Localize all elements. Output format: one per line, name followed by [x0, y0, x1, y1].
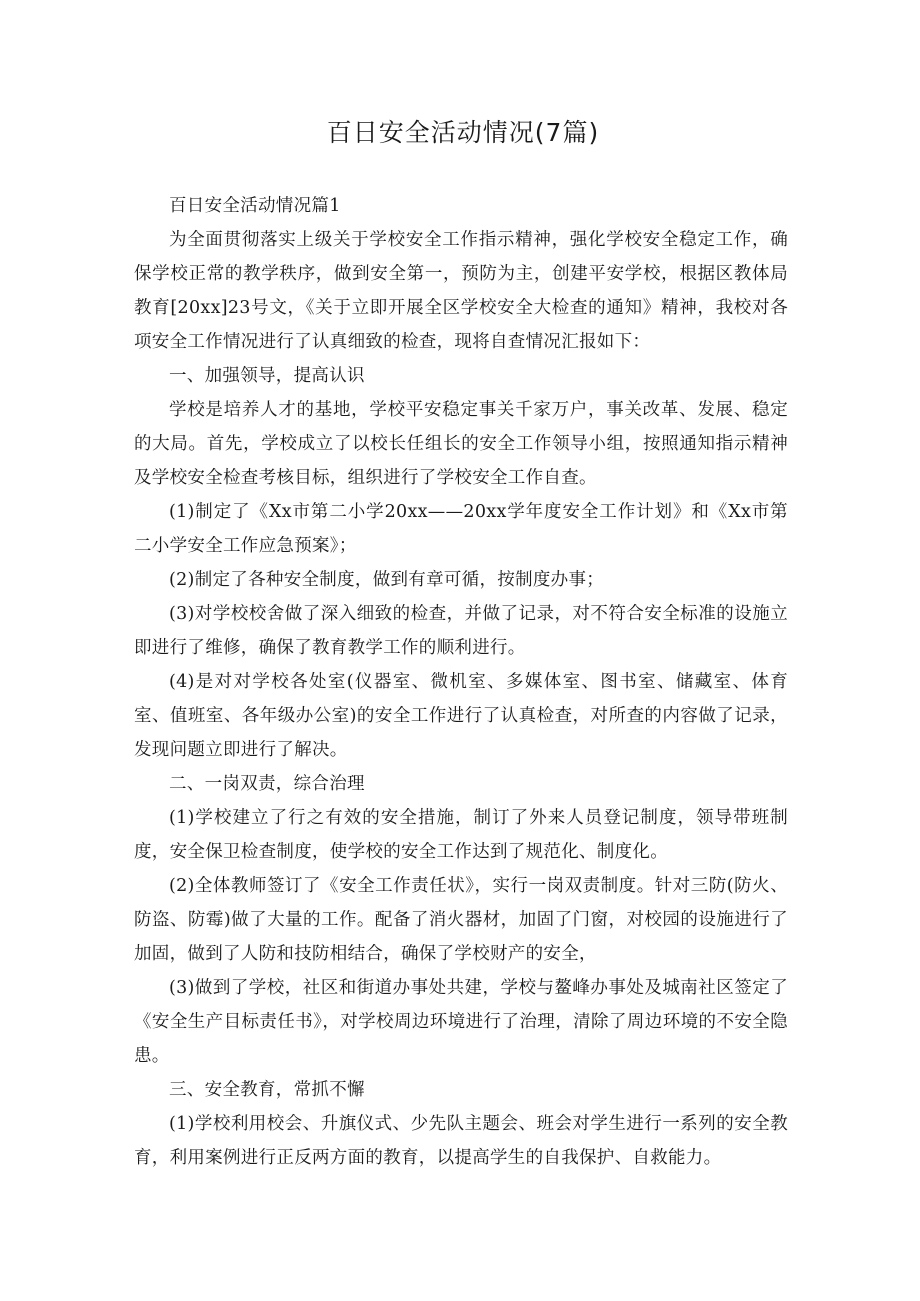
document-body — [134, 223, 788, 1175]
body-paragraph: (4)是对对学校各处室(仪器室、微机室、多媒体室、图书室、储藏室、体育室、值班室、各年级办公室)的安全工作进行了认真检查，对所查的内容做了记录，发现问题立即进行了解决。 — [134, 672, 788, 760]
section-heading: 三、安全教育，常抓不懈 — [169, 1080, 365, 1100]
body-paragraph: (3)对学校校舍做了深入细致的检查，并做了记录，对不符合安全标准的设施立即进行了维修，确保了教育教学工作的顺利进行。 — [134, 604, 788, 658]
body-paragraph: (3)做到了学校，社区和街道办事处共建，学校与鳌峰办事处及城南社区签定了《安全生产目标责任书》，对学校周边环境进行了治理，清除了周边环境的不安全隐患。 — [134, 978, 788, 1066]
document-title: 百日安全活动情况(7篇) — [326, 118, 600, 147]
section-title: 百日安全活动情况篇1 — [169, 196, 341, 216]
body-paragraph: (2)制定了各种安全制度，做到有章可循，按制度办事； — [169, 570, 605, 590]
body-paragraph: 为全面贯彻落实上级关于学校安全工作指示精神，强化学校安全稳定工作，确保学校正常的教学秩序，做到安全第一，预防为主，创建平安学校，根据区教体局教育[20xx]23号文，《关于立即开展全区学校安全大检查的通知》精神，我校对各项安全工作情况进行了认真细致的检查，现将自查情况汇报如下： — [134, 230, 788, 352]
section-heading: 二、一岗双责，综合治理 — [169, 774, 365, 794]
section-heading: 一、加强领导，提高认识 — [169, 366, 365, 386]
body-paragraph: 学校是培养人才的基地，学校平安稳定事关千家万户，事关改革、发展、稳定的大局。首先，学校成立了以校长任组长的安全工作领导小组，按照通知指示精神及学校安全检查考核目标，组织进行了学校安全工作自查。 — [134, 400, 788, 488]
body-paragraph: (1)制定了《Xx市第二小学20xx——20xx学年度安全工作计划》和《Xx市第二小学安全工作应急预案》； — [134, 502, 788, 556]
body-paragraph: (1)学校建立了行之有效的安全措施，制订了外来人员登记制度，领导带班制度，安全保卫检查制度，使学校的安全工作达到了规范化、制度化。 — [134, 808, 788, 862]
body-paragraph: (1)学校利用校会、升旗仪式、少先队主题会、班会对学生进行一系列的安全教育，利用案例进行正反两方面的教育，以提高学生的自我保护、自救能力。 — [134, 1114, 788, 1168]
body-paragraph: (2)全体教师签订了《安全工作责任状》，实行一岗双责制度。针对三防(防火、防盗、防霉)做了大量的工作。配备了消火器材，加固了门窗，对校园的设施进行了加固，做到了人防和技防相结合，确保了学校财产的安全， — [134, 876, 788, 964]
